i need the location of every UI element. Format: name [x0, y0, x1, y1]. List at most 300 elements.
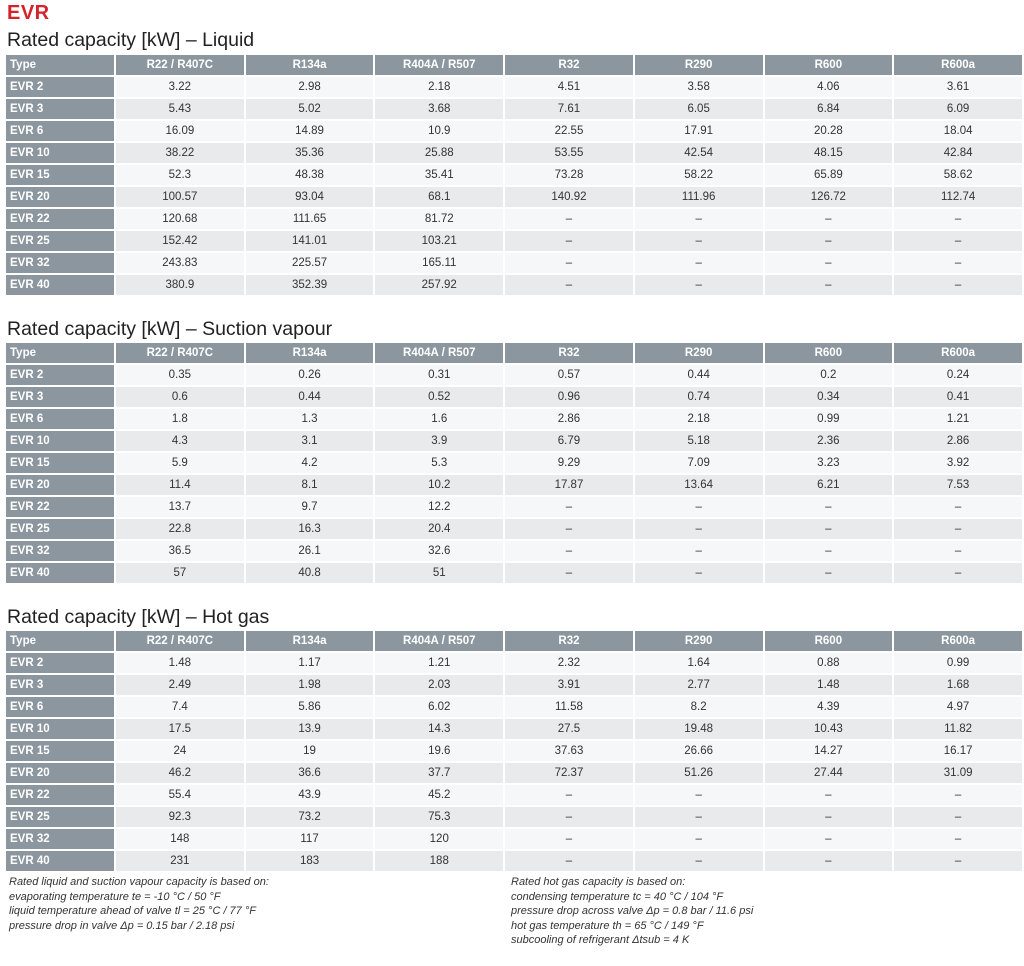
capacity-cell: 22.55 — [505, 121, 633, 143]
capacity-cell: 4.06 — [765, 77, 893, 99]
column-header: Type — [6, 55, 114, 77]
table-row — [6, 719, 1022, 741]
capacity-cell: 73.28 — [505, 165, 633, 187]
table-row — [6, 275, 1022, 297]
capacity-cell: 11.4 — [116, 475, 244, 497]
capacity-cell: 40.8 — [246, 563, 374, 585]
section-title-hot-gas: Rated capacity [kW] – Hot gas — [7, 606, 270, 628]
capacity-cell: 9.29 — [505, 453, 633, 475]
capacity-cell: 2.86 — [505, 409, 633, 431]
capacity-cell: 2.18 — [375, 77, 503, 99]
capacity-cell: – — [765, 785, 893, 807]
capacity-cell: 0.31 — [375, 365, 503, 387]
capacity-cell: 6.21 — [765, 475, 893, 497]
table-row — [6, 365, 1022, 387]
capacity-cell: 26.66 — [635, 741, 763, 763]
liquid-capacity-table — [4, 55, 1024, 297]
capacity-cell: 126.72 — [765, 187, 893, 209]
capacity-cell: 12.2 — [375, 497, 503, 519]
table-row — [6, 187, 1022, 209]
capacity-cell: – — [505, 785, 633, 807]
column-header: R404A / R507 — [375, 55, 503, 77]
capacity-cell: 51 — [375, 563, 503, 585]
capacity-cell: 37.63 — [505, 741, 633, 763]
capacity-cell: 92.3 — [116, 807, 244, 829]
capacity-cell: 117 — [246, 829, 374, 851]
table-row — [6, 697, 1022, 719]
column-header: Type — [6, 631, 114, 653]
capacity-cell: 13.64 — [635, 475, 763, 497]
capacity-cell: 380.9 — [116, 275, 244, 297]
column-header: R22 / R407C — [116, 631, 244, 653]
capacity-cell: 25.88 — [375, 143, 503, 165]
capacity-cell: 42.54 — [635, 143, 763, 165]
note-line: liquid temperature ahead of valve tl = 25 °C / 77 °F — [9, 905, 256, 917]
capacity-cell: 7.61 — [505, 99, 633, 121]
capacity-cell: 52.3 — [116, 165, 244, 187]
table-row — [6, 253, 1022, 275]
table-row — [6, 387, 1022, 409]
capacity-cell: 5.02 — [246, 99, 374, 121]
row-type-label: EVR 40 — [6, 275, 114, 297]
capacity-cell: 27.44 — [765, 763, 893, 785]
capacity-cell: 243.83 — [116, 253, 244, 275]
capacity-cell: – — [505, 497, 633, 519]
row-type-label: EVR 22 — [6, 209, 114, 231]
capacity-cell: – — [765, 275, 893, 297]
capacity-cell: 37.7 — [375, 763, 503, 785]
capacity-cell: 140.92 — [505, 187, 633, 209]
capacity-cell: 112.74 — [894, 187, 1022, 209]
column-header: R290 — [635, 343, 763, 365]
capacity-cell: – — [505, 253, 633, 275]
capacity-cell: 6.02 — [375, 697, 503, 719]
notes-liquid-suction — [9, 875, 269, 933]
note-line: condensing temperature tc = 40 °C / 104 °F — [511, 890, 724, 903]
capacity-cell: 100.57 — [116, 187, 244, 209]
row-type-label: EVR 6 — [6, 121, 114, 143]
row-type-label: EVR 25 — [6, 807, 114, 829]
capacity-cell: 148 — [116, 829, 244, 851]
capacity-cell: – — [635, 209, 763, 231]
column-header: R404A / R507 — [375, 343, 503, 365]
column-header: R134a — [246, 55, 374, 77]
column-header: R134a — [246, 343, 374, 365]
capacity-cell: – — [765, 807, 893, 829]
capacity-cell: 57 — [116, 563, 244, 585]
capacity-cell: 0.35 — [116, 365, 244, 387]
capacity-cell: – — [894, 807, 1022, 829]
capacity-cell: 27.5 — [505, 719, 633, 741]
table-row — [6, 475, 1022, 497]
capacity-cell: 10.2 — [375, 475, 503, 497]
capacity-cell: 3.92 — [894, 453, 1022, 475]
capacity-cell: 0.99 — [765, 409, 893, 431]
section-title-suction-vapour: Rated capacity [kW] – Suction vapour — [7, 318, 333, 340]
capacity-cell: 14.3 — [375, 719, 503, 741]
capacity-cell: 0.52 — [375, 387, 503, 409]
capacity-cell: – — [894, 497, 1022, 519]
capacity-cell: 0.34 — [765, 387, 893, 409]
capacity-cell: 3.58 — [635, 77, 763, 99]
table-row — [6, 165, 1022, 187]
row-type-label: EVR 40 — [6, 851, 114, 873]
capacity-cell: 14.89 — [246, 121, 374, 143]
capacity-cell: 3.91 — [505, 675, 633, 697]
capacity-cell: 81.72 — [375, 209, 503, 231]
row-type-label: EVR 3 — [6, 387, 114, 409]
row-type-label: EVR 32 — [6, 541, 114, 563]
capacity-cell: 2.77 — [635, 675, 763, 697]
capacity-cell: 0.2 — [765, 365, 893, 387]
row-type-label: EVR 32 — [6, 253, 114, 275]
capacity-cell: 4.51 — [505, 77, 633, 99]
capacity-cell: – — [894, 829, 1022, 851]
capacity-cell: 13.9 — [246, 719, 374, 741]
column-header: R290 — [635, 631, 763, 653]
hot-gas-capacity-table — [4, 631, 1024, 873]
row-type-label: EVR 32 — [6, 829, 114, 851]
table-row — [6, 209, 1022, 231]
row-type-label: EVR 25 — [6, 231, 114, 253]
table-row — [6, 231, 1022, 253]
capacity-cell: 141.01 — [246, 231, 374, 253]
capacity-cell: 0.88 — [765, 653, 893, 675]
capacity-cell: 0.96 — [505, 387, 633, 409]
capacity-cell: 1.98 — [246, 675, 374, 697]
capacity-cell: – — [635, 275, 763, 297]
table-row — [6, 653, 1022, 675]
capacity-cell: 58.22 — [635, 165, 763, 187]
capacity-cell: 36.6 — [246, 763, 374, 785]
capacity-cell: 231 — [116, 851, 244, 873]
table-row — [6, 563, 1022, 585]
capacity-cell: 0.99 — [894, 653, 1022, 675]
capacity-cell: 35.41 — [375, 165, 503, 187]
row-type-label: EVR 22 — [6, 785, 114, 807]
capacity-cell: 1.48 — [765, 675, 893, 697]
table-row — [6, 99, 1022, 121]
capacity-cell: 7.09 — [635, 453, 763, 475]
capacity-cell: 4.97 — [894, 697, 1022, 719]
capacity-cell: 10.43 — [765, 719, 893, 741]
capacity-cell: 22.8 — [116, 519, 244, 541]
table-row — [6, 741, 1022, 763]
capacity-cell: – — [505, 807, 633, 829]
note-line: evaporating temperature te = -10 °C / 50 °F — [9, 890, 221, 903]
capacity-cell: – — [635, 497, 763, 519]
capacity-cell: 1.64 — [635, 653, 763, 675]
capacity-cell: 352.39 — [246, 275, 374, 297]
table-row — [6, 807, 1022, 829]
capacity-cell: – — [505, 851, 633, 873]
row-type-label: EVR 20 — [6, 187, 114, 209]
capacity-cell: 65.89 — [765, 165, 893, 187]
capacity-cell: – — [635, 851, 763, 873]
capacity-cell: 10.9 — [375, 121, 503, 143]
capacity-cell: 5.9 — [116, 453, 244, 475]
column-header: R32 — [505, 55, 633, 77]
table-row — [6, 763, 1022, 785]
column-header: R22 / R407C — [116, 343, 244, 365]
row-type-label: EVR 2 — [6, 365, 114, 387]
capacity-cell: 6.09 — [894, 99, 1022, 121]
column-header: R404A / R507 — [375, 631, 503, 653]
column-header: Type — [6, 343, 114, 365]
capacity-cell: 0.44 — [246, 387, 374, 409]
capacity-cell: 11.82 — [894, 719, 1022, 741]
capacity-cell: 0.44 — [635, 365, 763, 387]
capacity-cell: – — [505, 541, 633, 563]
table-row — [6, 785, 1022, 807]
capacity-cell: 68.1 — [375, 187, 503, 209]
row-type-label: EVR 6 — [6, 409, 114, 431]
row-type-label: EVR 15 — [6, 453, 114, 475]
row-type-label: EVR 10 — [6, 143, 114, 165]
capacity-cell: – — [635, 829, 763, 851]
capacity-cell: 1.3 — [246, 409, 374, 431]
brand-title: EVR — [7, 2, 50, 24]
column-header: R600 — [765, 631, 893, 653]
capacity-cell: – — [505, 275, 633, 297]
capacity-cell: 18.04 — [894, 121, 1022, 143]
capacity-cell: – — [635, 253, 763, 275]
capacity-cell: 183 — [246, 851, 374, 873]
capacity-cell: – — [894, 231, 1022, 253]
capacity-cell: 1.8 — [116, 409, 244, 431]
capacity-cell: 3.68 — [375, 99, 503, 121]
section-title-liquid: Rated capacity [kW] – Liquid — [7, 29, 255, 51]
table-row — [6, 851, 1022, 873]
capacity-cell: 17.5 — [116, 719, 244, 741]
row-type-label: EVR 25 — [6, 519, 114, 541]
capacity-cell: – — [635, 563, 763, 585]
suction-vapour-capacity-table — [4, 343, 1024, 585]
capacity-cell: 16.09 — [116, 121, 244, 143]
capacity-cell: 55.4 — [116, 785, 244, 807]
note-line: pressure drop across valve Δp = 0.8 bar / 11.6 psi — [511, 905, 754, 917]
capacity-cell: 42.84 — [894, 143, 1022, 165]
column-header: R134a — [246, 631, 374, 653]
capacity-cell: – — [635, 541, 763, 563]
note-line: pressure drop in valve Δp = 0.15 bar / 2.18 psi — [9, 919, 235, 932]
capacity-cell: 26.1 — [246, 541, 374, 563]
capacity-cell: 14.27 — [765, 741, 893, 763]
capacity-cell: 4.3 — [116, 431, 244, 453]
capacity-cell: 35.36 — [246, 143, 374, 165]
capacity-cell: – — [765, 541, 893, 563]
column-header: R600a — [894, 55, 1022, 77]
capacity-cell: 20.4 — [375, 519, 503, 541]
capacity-cell: 7.4 — [116, 697, 244, 719]
column-header: R290 — [635, 55, 763, 77]
capacity-cell: – — [765, 851, 893, 873]
row-type-label: EVR 2 — [6, 77, 114, 99]
capacity-cell: 6.05 — [635, 99, 763, 121]
column-header: R600 — [765, 343, 893, 365]
capacity-cell: 1.68 — [894, 675, 1022, 697]
table-row — [6, 409, 1022, 431]
capacity-cell: 72.37 — [505, 763, 633, 785]
capacity-cell: – — [894, 519, 1022, 541]
capacity-cell: – — [765, 519, 893, 541]
row-type-label: EVR 3 — [6, 99, 114, 121]
capacity-cell: 11.58 — [505, 697, 633, 719]
capacity-cell: 51.26 — [635, 763, 763, 785]
capacity-cell: – — [505, 519, 633, 541]
capacity-cell: 152.42 — [116, 231, 244, 253]
capacity-cell: 5.18 — [635, 431, 763, 453]
capacity-cell: 0.6 — [116, 387, 244, 409]
capacity-cell: 165.11 — [375, 253, 503, 275]
capacity-cell: 2.18 — [635, 409, 763, 431]
capacity-cell: – — [635, 231, 763, 253]
capacity-cell: 73.2 — [246, 807, 374, 829]
capacity-cell: 31.09 — [894, 763, 1022, 785]
capacity-cell: 188 — [375, 851, 503, 873]
capacity-cell: – — [635, 807, 763, 829]
capacity-cell: 0.74 — [635, 387, 763, 409]
table-row — [6, 675, 1022, 697]
capacity-cell: 17.91 — [635, 121, 763, 143]
capacity-cell: 24 — [116, 741, 244, 763]
capacity-cell: 20.28 — [765, 121, 893, 143]
table-row — [6, 143, 1022, 165]
capacity-cell: 38.22 — [116, 143, 244, 165]
capacity-cell: 111.96 — [635, 187, 763, 209]
table-row — [6, 519, 1022, 541]
capacity-cell: 3.61 — [894, 77, 1022, 99]
table-row — [6, 121, 1022, 143]
capacity-cell: 2.86 — [894, 431, 1022, 453]
capacity-cell: 3.1 — [246, 431, 374, 453]
capacity-cell: – — [505, 829, 633, 851]
capacity-cell: 0.41 — [894, 387, 1022, 409]
capacity-cell: – — [894, 541, 1022, 563]
capacity-cell: 36.5 — [116, 541, 244, 563]
capacity-cell: – — [894, 785, 1022, 807]
capacity-cell: 48.15 — [765, 143, 893, 165]
capacity-cell: 3.9 — [375, 431, 503, 453]
capacity-cell: – — [635, 519, 763, 541]
row-type-label: EVR 22 — [6, 497, 114, 519]
capacity-cell: – — [765, 497, 893, 519]
table-row — [6, 497, 1022, 519]
capacity-cell: 2.98 — [246, 77, 374, 99]
row-type-label: EVR 40 — [6, 563, 114, 585]
capacity-cell: 19 — [246, 741, 374, 763]
capacity-cell: – — [765, 829, 893, 851]
capacity-cell: – — [894, 563, 1022, 585]
capacity-cell: 1.6 — [375, 409, 503, 431]
capacity-cell: 93.04 — [246, 187, 374, 209]
capacity-cell: 4.39 — [765, 697, 893, 719]
capacity-cell: 45.2 — [375, 785, 503, 807]
capacity-cell: 48.38 — [246, 165, 374, 187]
capacity-cell: 2.32 — [505, 653, 633, 675]
row-type-label: EVR 20 — [6, 763, 114, 785]
capacity-cell: 58.62 — [894, 165, 1022, 187]
column-header: R22 / R407C — [116, 55, 244, 77]
row-type-label: EVR 2 — [6, 653, 114, 675]
capacity-cell: 1.21 — [375, 653, 503, 675]
table-row — [6, 431, 1022, 453]
capacity-cell: 3.23 — [765, 453, 893, 475]
row-type-label: EVR 6 — [6, 697, 114, 719]
capacity-cell: 1.17 — [246, 653, 374, 675]
capacity-cell: 5.43 — [116, 99, 244, 121]
note-line: hot gas temperature th = 65 °C / 149 °F — [511, 919, 704, 932]
capacity-cell: 2.03 — [375, 675, 503, 697]
capacity-cell: 1.48 — [116, 653, 244, 675]
capacity-cell: – — [894, 851, 1022, 873]
capacity-cell: 0.57 — [505, 365, 633, 387]
capacity-cell: 2.49 — [116, 675, 244, 697]
capacity-cell: 5.3 — [375, 453, 503, 475]
table-row — [6, 541, 1022, 563]
capacity-cell: – — [505, 563, 633, 585]
column-header: R600a — [894, 631, 1022, 653]
row-type-label: EVR 15 — [6, 741, 114, 763]
row-type-label: EVR 15 — [6, 165, 114, 187]
note-line: Rated liquid and suction vapour capacity is based on: — [9, 876, 269, 888]
capacity-cell: 0.26 — [246, 365, 374, 387]
table-row — [6, 829, 1022, 851]
capacity-cell: 120.68 — [116, 209, 244, 231]
capacity-cell: 6.79 — [505, 431, 633, 453]
capacity-cell: 53.55 — [505, 143, 633, 165]
capacity-cell: 16.17 — [894, 741, 1022, 763]
capacity-cell: 3.22 — [116, 77, 244, 99]
notes-hot-gas — [511, 875, 753, 948]
capacity-cell: 8.2 — [635, 697, 763, 719]
capacity-cell: – — [765, 209, 893, 231]
row-type-label: EVR 20 — [6, 475, 114, 497]
capacity-cell: 17.87 — [505, 475, 633, 497]
row-type-label: EVR 10 — [6, 431, 114, 453]
note-line: subcooling of refrigerant Δtsub = 4 K — [511, 934, 690, 946]
capacity-cell: 8.1 — [246, 475, 374, 497]
capacity-cell: 9.7 — [246, 497, 374, 519]
capacity-cell: – — [894, 275, 1022, 297]
capacity-cell: 4.2 — [246, 453, 374, 475]
capacity-cell: 16.3 — [246, 519, 374, 541]
capacity-cell: – — [894, 253, 1022, 275]
capacity-cell: 75.3 — [375, 807, 503, 829]
capacity-cell: 120 — [375, 829, 503, 851]
table-row — [6, 77, 1022, 99]
column-header: R32 — [505, 631, 633, 653]
capacity-cell: – — [765, 253, 893, 275]
row-type-label: EVR 10 — [6, 719, 114, 741]
capacity-cell: 0.24 — [894, 365, 1022, 387]
capacity-cell: – — [765, 563, 893, 585]
capacity-cell: 103.21 — [375, 231, 503, 253]
capacity-cell: 111.65 — [246, 209, 374, 231]
capacity-cell: 5.86 — [246, 697, 374, 719]
capacity-cell: – — [894, 209, 1022, 231]
capacity-cell: 13.7 — [116, 497, 244, 519]
capacity-cell: – — [635, 785, 763, 807]
capacity-cell: 46.2 — [116, 763, 244, 785]
column-header: R600a — [894, 343, 1022, 365]
capacity-cell: – — [505, 209, 633, 231]
capacity-cell: 257.92 — [375, 275, 503, 297]
capacity-cell: – — [765, 231, 893, 253]
note-line: Rated hot gas capacity is based on: — [511, 876, 686, 888]
capacity-cell: 225.57 — [246, 253, 374, 275]
column-header: R32 — [505, 343, 633, 365]
